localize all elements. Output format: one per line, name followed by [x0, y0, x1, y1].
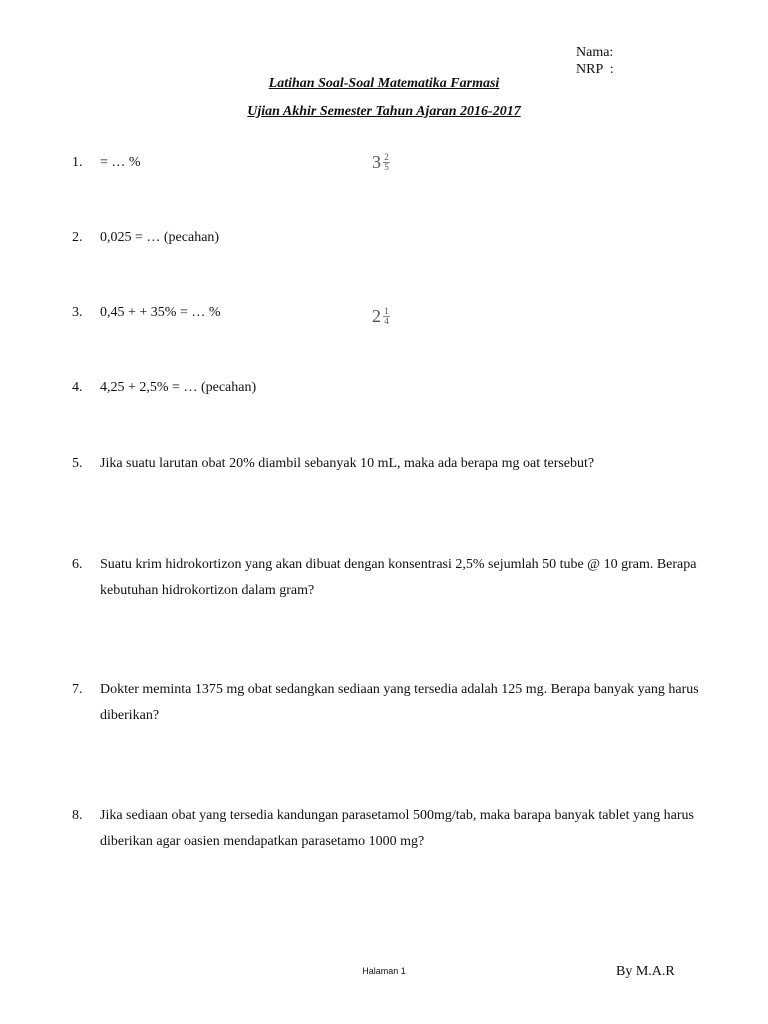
question-number: 4.	[72, 380, 83, 395]
question-number: 2.	[72, 230, 83, 245]
author-credit: By M.A.R	[616, 964, 675, 979]
question-number: 3.	[72, 305, 83, 320]
question-text: Dokter meminta 1375 mg obat sedangkan sediaan yang tersedia adalah 125 mg. Berapa banyak yang harus diberikan?	[100, 682, 699, 723]
question-text: 0,025 = … (pecahan)	[100, 230, 220, 245]
fraction	[383, 153, 390, 172]
page-number: Halaman 1	[362, 966, 406, 976]
nama-label: Nama:	[576, 45, 614, 60]
document-title: Latihan Soal-Soal Matematika Farmasi	[268, 76, 500, 91]
question-number: 7.	[72, 682, 83, 697]
fraction-numerator: 2	[384, 152, 389, 162]
mixed-number-q3	[372, 306, 390, 327]
question-number: 1.	[72, 155, 83, 170]
nrp-label: NRP :	[576, 62, 614, 77]
fraction-denominator: 5	[384, 162, 389, 172]
question-text: Jika suatu larutan obat 20% diambil sebanyak 10 mL, maka ada berapa mg oat tersebut?	[100, 456, 595, 471]
question-text: 4,25 + 2,5% = … (pecahan)	[100, 380, 257, 395]
question-number: 5.	[72, 456, 83, 471]
mixed-whole: 2	[372, 306, 381, 326]
fraction-numerator: 1	[384, 306, 389, 316]
student-id-block	[576, 44, 614, 78]
mixed-number-q1	[372, 152, 390, 173]
mixed-whole: 3	[372, 152, 381, 172]
question-number: 8.	[72, 808, 83, 823]
question-text: = … %	[100, 155, 141, 170]
question-text: 0,45 + + 35% = … %	[100, 305, 221, 320]
document-subtitle: Ujian Akhir Semester Tahun Ajaran 2016-2017	[247, 104, 521, 119]
question-number: 6.	[72, 557, 83, 572]
fraction	[383, 307, 390, 326]
question-text: Suatu krim hidrokortizon yang akan dibuat dengan konsentrasi 2,5% sejumlah 50 tube @ 10 gram. Berapa kebutuhan hidrokortizon dalam gram?	[100, 557, 697, 598]
question-text: Jika sediaan obat yang tersedia kandungan parasetamol 500mg/tab, maka barapa banyak tablet yang harus diberikan agar oasien mendapatkan parasetamo 1000 mg?	[100, 808, 695, 849]
fraction-denominator: 4	[384, 316, 389, 326]
